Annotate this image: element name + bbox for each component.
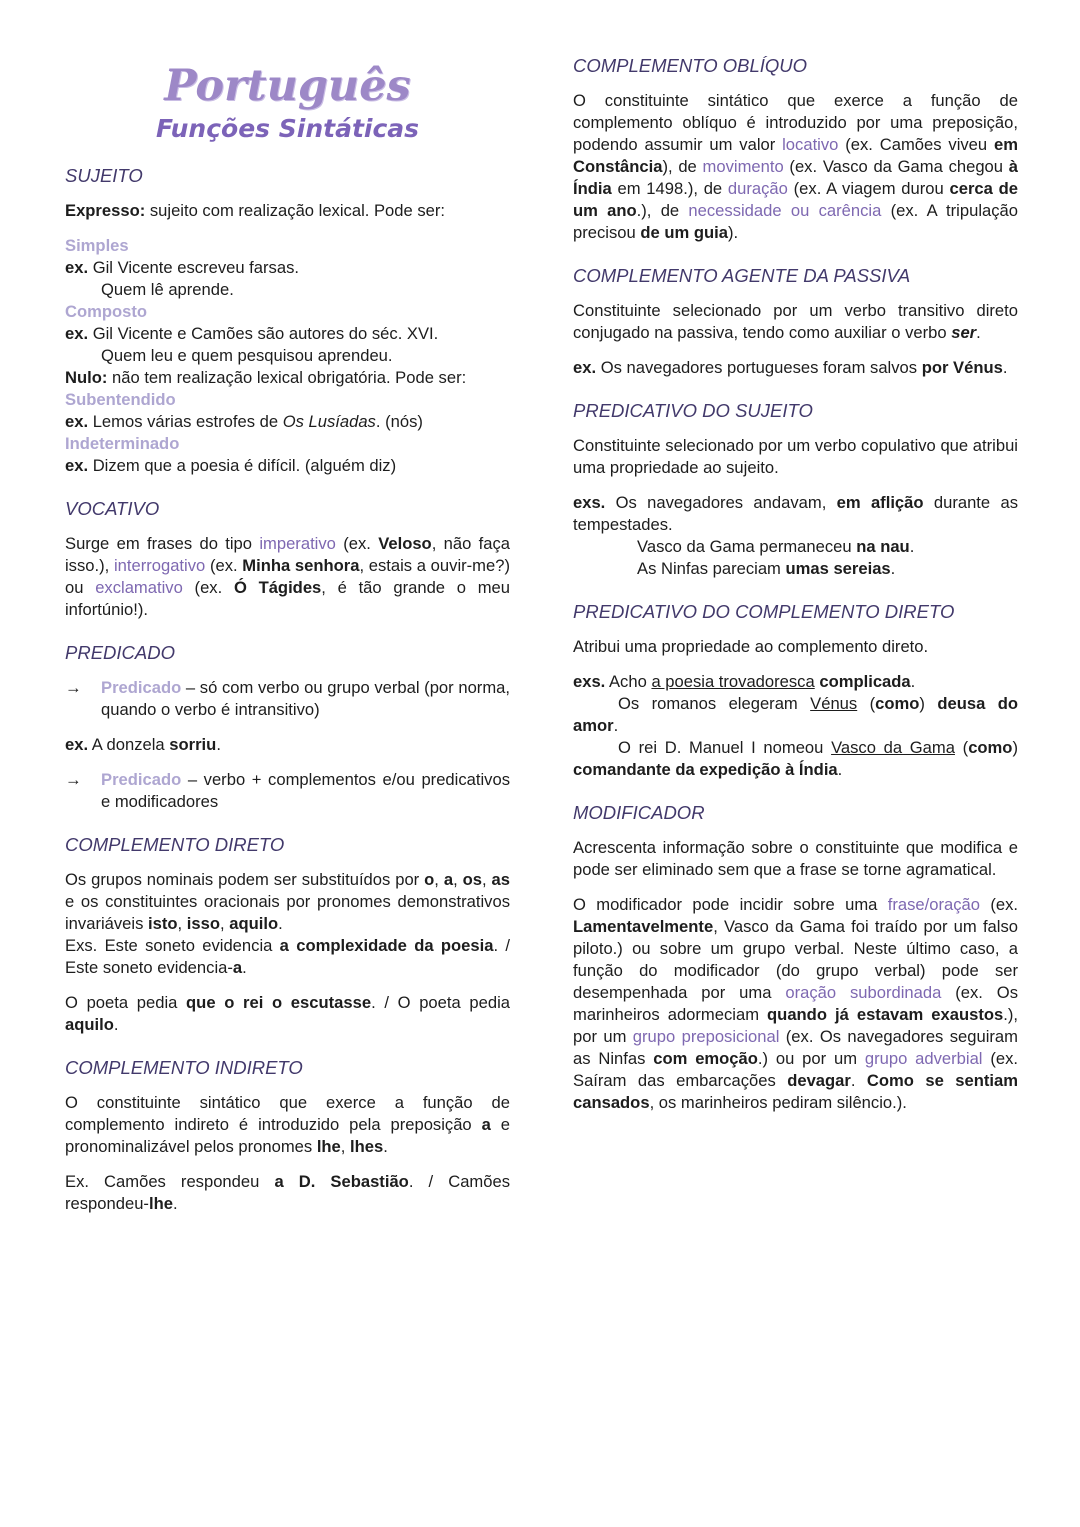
paragraph — [65, 935, 510, 979]
text-line — [65, 323, 510, 345]
section-heading: COMPLEMENTO INDIRETO — [65, 1057, 303, 1079]
underlined-text: Vénus — [810, 694, 858, 713]
doc-subtitle: Funções Sintáticas — [155, 114, 420, 144]
category-label: Indeterminado — [65, 434, 180, 454]
purple-term: frase/oração — [887, 895, 980, 914]
text-line — [65, 279, 510, 301]
text-run: (ex. A viagem durou — [787, 179, 950, 198]
column-right — [573, 55, 1018, 1228]
bold-text: devagar — [787, 1071, 851, 1090]
italic-text: Os Lusíadas — [282, 412, 376, 432]
text-run: , — [453, 870, 463, 890]
paragraph — [573, 693, 1018, 737]
text-run: (ex. Os navegadores seguiram as Ninfas — [573, 1027, 1018, 1068]
text-run: , é tão grande o meu infortúnio!). — [65, 578, 510, 620]
arrow-item-text — [101, 677, 510, 721]
text-run: Gil Vicente e Camões são autores do séc. XVI. — [88, 324, 439, 344]
text-run: ) — [919, 694, 938, 713]
paragraph — [573, 894, 1018, 1114]
bold-text: a — [481, 1115, 491, 1135]
text-line — [65, 455, 510, 477]
purple-term: necessidade ou carência — [688, 201, 882, 220]
bold-text: que o rei o escutasse — [186, 993, 372, 1013]
bold-text: Veloso — [378, 534, 432, 554]
bold-text: Nulo: — [65, 368, 108, 388]
right-arrow-icon: → — [65, 678, 82, 698]
bold-text: em aflição — [836, 493, 924, 512]
text-line — [65, 433, 510, 455]
paragraph — [573, 671, 1018, 693]
paragraph — [573, 300, 1018, 344]
bold-text: ex. — [65, 258, 89, 278]
text-run: Os grupos nominais podem ser substituídos por — [65, 870, 425, 890]
section-heading: COMPLEMENTO OBLÍQUO — [573, 55, 808, 76]
text-line — [65, 257, 510, 279]
text-run: em 1498.), de — [611, 179, 728, 198]
bold-text: ex. — [65, 412, 89, 432]
text-run: . — [910, 672, 916, 691]
arrow-bullet-item — [65, 769, 510, 813]
text-run: A donzela — [88, 735, 170, 755]
text-run: – só com verbo ou grupo verbal (por norma, quando o verbo é intransitivo) — [101, 678, 510, 720]
text-run: O constituinte sintático que exerce a função de complemento oblíquo é introduzido por uma preposição, podendo assumir um valor — [573, 91, 1018, 154]
bold-text: isso — [186, 914, 220, 934]
bold-text: por Vénus — [921, 358, 1003, 377]
bold-text: ex. — [65, 456, 89, 476]
text-run: Dizem que a poesia é difícil. (alguém diz) — [88, 456, 397, 476]
purple-term: exclamativo — [95, 578, 183, 598]
text-run: . — [383, 1137, 388, 1157]
bold-text: quando já estavam exaustos — [767, 1005, 1004, 1024]
text-run: e os constituintes oracionais por pronomes demonstrativos invariáveis — [65, 892, 510, 934]
text-run: Surge em frases do tipo — [65, 534, 260, 554]
bold-text: umas sereias — [785, 559, 891, 578]
text-run: e pronominalizável pelos pronomes — [65, 1115, 511, 1157]
category-label: Predicado — [101, 678, 182, 698]
text-run: O constituinte sintático que exerce a função de complemento indireto é introduzido pela preposição — [65, 1093, 510, 1135]
category-label: Subentendido — [65, 390, 176, 410]
paragraph — [65, 367, 510, 389]
bold-text: exs. — [573, 493, 606, 512]
text-run: ( — [954, 738, 969, 757]
text-run: sujeito com realização lexical. Pode ser: — [145, 201, 445, 221]
bold-text: como — [875, 694, 920, 713]
section-heading: PREDICADO — [65, 642, 175, 664]
text-run: ), de — [662, 157, 703, 176]
section-heading: PREDICATIVO DO SUJEITO — [573, 400, 813, 421]
purple-term: imperativo — [259, 534, 336, 554]
purple-term: grupo adverbial — [864, 1049, 983, 1068]
paragraph — [65, 200, 510, 222]
paragraph — [573, 435, 1018, 479]
bold-text: ex. — [573, 358, 597, 377]
category-label: Simples — [65, 236, 129, 256]
text-run: Constituinte selecionado por um verbo transitivo direto conjugado na passiva, tendo como auxiliar o verbo — [573, 301, 1018, 342]
text-run: não tem realização lexical obrigatória. Pode ser: — [107, 368, 467, 388]
bold-text: à Índia — [573, 157, 1018, 198]
text-run: (ex. Camões viveu — [838, 135, 994, 154]
text-run: O rei D. Manuel I nomeou — [618, 738, 832, 757]
text-run: . — [1002, 358, 1008, 377]
text-run: (ex. Vasco da Gama chegou — [783, 157, 1009, 176]
paragraph — [573, 90, 1018, 244]
text-run: Quem leu e quem pesquisou aprendeu. — [101, 346, 393, 366]
text-run: Ex. Camões respondeu — [65, 1172, 275, 1192]
paragraph — [65, 1171, 510, 1215]
right-arrow-icon: → — [65, 770, 82, 790]
text-run: . / Este soneto evidencia- — [65, 936, 510, 978]
paragraph — [65, 533, 510, 621]
purple-term: duração — [727, 179, 788, 198]
text-run: As Ninfas pareciam — [637, 559, 786, 578]
text-run: Quem lê aprende. — [101, 280, 234, 300]
section-heading: COMPLEMENTO AGENTE DA PASSIVA — [573, 265, 911, 286]
bold-text: lhes — [350, 1137, 384, 1157]
bold-italic-text: ser — [951, 323, 977, 342]
bold-text: a — [232, 958, 243, 978]
text-run: . — [613, 716, 619, 735]
text-run: (ex. Os marinheiros adormeciam — [573, 983, 1018, 1024]
text-run: , — [219, 914, 230, 934]
bold-text: lhe — [316, 1137, 341, 1157]
bold-text: lhe — [148, 1194, 173, 1214]
text-run: ( — [857, 694, 876, 713]
category-label: Composto — [65, 302, 148, 322]
paragraph — [573, 357, 1018, 379]
text-run: Acrescenta informação sobre o constituinte que modifica e pode ser eliminado sem que a frase se torne agramatical. — [573, 838, 1018, 879]
paragraph — [65, 1092, 510, 1158]
text-run: .), por um — [573, 1005, 1018, 1046]
text-run: (ex. — [182, 578, 234, 598]
text-run: , os marinheiros pediram silêncio.). — [649, 1093, 907, 1112]
text-run: (ex. — [335, 534, 379, 554]
paragraph — [65, 869, 510, 935]
text-line — [65, 235, 510, 257]
paragraph — [573, 636, 1018, 658]
text-run: . — [113, 1015, 119, 1035]
section-heading: SUJEITO — [65, 165, 143, 187]
text-run: , Vasco da Gama foi traído por um falso piloto.) ou sobre um grupo verbal. Neste último caso, a função do modificador (do grupo verbal) pode ser desempenhada por uma — [573, 917, 1018, 1002]
text-run: , — [481, 870, 492, 890]
text-run: (ex. — [980, 895, 1018, 914]
bold-text: Lamentavelmente — [573, 917, 714, 936]
text-run: (ex. Saíram das embarcações — [573, 1049, 1018, 1090]
text-run: Os navegadores andavam, — [605, 493, 837, 512]
bold-text: com emoção — [653, 1049, 758, 1068]
arrow-item-text — [101, 769, 510, 813]
arrow-bullet-item — [65, 677, 510, 721]
text-run: Os romanos elegeram — [618, 694, 811, 713]
text-run: . — [278, 914, 283, 934]
bold-text: aquilo — [229, 914, 279, 934]
text-run: , — [177, 914, 187, 934]
text-run: , — [340, 1137, 351, 1157]
text-run: Os navegadores portugueses foram salvos — [596, 358, 922, 377]
paragraph — [573, 737, 1018, 781]
text-run: O modificador pode incidir sobre uma — [573, 895, 888, 914]
text-run: (ex. — [205, 556, 243, 576]
text-run: , — [434, 870, 444, 890]
bold-text: deusa do amor — [573, 694, 1018, 735]
text-run: O poeta pedia — [65, 993, 187, 1013]
text-line — [573, 536, 1018, 558]
purple-term: movimento — [702, 157, 784, 176]
text-line — [65, 389, 510, 411]
bold-text: sorriu — [169, 735, 217, 755]
purple-term: grupo preposicional — [632, 1027, 780, 1046]
bold-text: aquilo — [65, 1015, 114, 1035]
paragraph — [65, 992, 510, 1036]
text-run: . — [837, 760, 843, 779]
bold-text: Ó Tágides — [233, 578, 322, 598]
text-run: . / O poeta pedia — [371, 993, 510, 1013]
text-run: . — [172, 1194, 178, 1214]
bold-text: a complexidade da poesia — [279, 936, 494, 956]
text-run: . — [850, 1071, 867, 1090]
underlined-text: Vasco da Gama — [831, 738, 955, 757]
text-run: Vasco da Gama permaneceu — [637, 537, 857, 556]
doc-title: Português — [164, 61, 411, 111]
paragraph — [573, 492, 1018, 536]
section-heading: PREDICATIVO DO COMPLEMENTO DIRETO — [573, 601, 955, 622]
paragraph — [573, 837, 1018, 881]
section-heading: COMPLEMENTO DIRETO — [65, 834, 285, 856]
text-line — [65, 411, 510, 433]
bold-text: Minha senhora — [242, 556, 360, 576]
text-run: (ex. A tripulação precisou — [573, 201, 1018, 242]
bold-text: exs. — [573, 672, 606, 691]
text-run: Acho — [605, 672, 652, 691]
bold-text: comandante da expedição à Índia — [573, 760, 838, 779]
bold-text: cerca de um ano — [573, 179, 1018, 220]
text-run: Gil Vicente escreveu farsas. — [88, 258, 299, 278]
category-label: Predicado — [101, 770, 182, 790]
bold-text: em Constância — [573, 135, 1018, 176]
bold-text: ex. — [65, 324, 89, 344]
bold-text: os — [462, 870, 482, 890]
bold-text: complicada — [819, 672, 911, 691]
text-run: . (nós) — [375, 412, 423, 432]
bold-text: a — [443, 870, 454, 890]
text-run: . — [976, 323, 981, 342]
bold-text: Como se sentiam cansados — [573, 1071, 1018, 1112]
section-heading: VOCATIVO — [65, 498, 160, 520]
text-run: .) ou por um — [757, 1049, 865, 1068]
bold-text: na nau — [856, 537, 910, 556]
bold-text: a D. Sebastião — [274, 1172, 409, 1192]
column-left — [65, 55, 510, 1228]
text-run: Constituinte selecionado por um verbo copulativo que atribui uma propriedade ao sujeito. — [573, 436, 1018, 477]
bold-text: isto — [148, 914, 178, 934]
text-line — [65, 734, 510, 756]
bold-text: o — [424, 870, 435, 890]
underlined-text: a poesia trovadoresca — [651, 672, 815, 691]
bold-text: como — [968, 738, 1013, 757]
text-run: .), de — [636, 201, 689, 220]
text-run: . — [909, 537, 915, 556]
section-heading: MODIFICADOR — [573, 802, 705, 823]
text-run: Exs. Este soneto evidencia — [65, 936, 280, 956]
bold-text: ex. — [65, 735, 89, 755]
text-line — [573, 558, 1018, 580]
bold-text: as — [491, 870, 510, 890]
text-run: Lemos várias estrofes de — [88, 412, 283, 432]
purple-term: interrogativo — [113, 556, 206, 576]
text-run: . — [216, 735, 221, 755]
text-run: , não faça isso.), — [65, 534, 511, 576]
text-run: ). — [727, 223, 739, 242]
text-run: . / Camões respondeu- — [65, 1172, 511, 1214]
text-run: durante as tempestades. — [573, 493, 1018, 534]
text-run: Atribui uma propriedade ao complemento direto. — [573, 637, 929, 656]
text-run: . — [890, 559, 896, 578]
bold-text: Expresso: — [65, 201, 146, 221]
purple-term: locativo — [782, 135, 839, 154]
text-run: , estais a ouvir-me?) ou — [65, 556, 510, 598]
text-run: . — [242, 958, 247, 978]
purple-term: oração subordinada — [785, 983, 942, 1002]
bold-text: de um guia — [640, 223, 728, 242]
text-line — [65, 301, 510, 323]
text-line — [65, 345, 510, 367]
text-run: – verbo + complementos e/ou predicativos e modificadores — [101, 770, 510, 812]
text-run: ) — [1012, 738, 1018, 757]
